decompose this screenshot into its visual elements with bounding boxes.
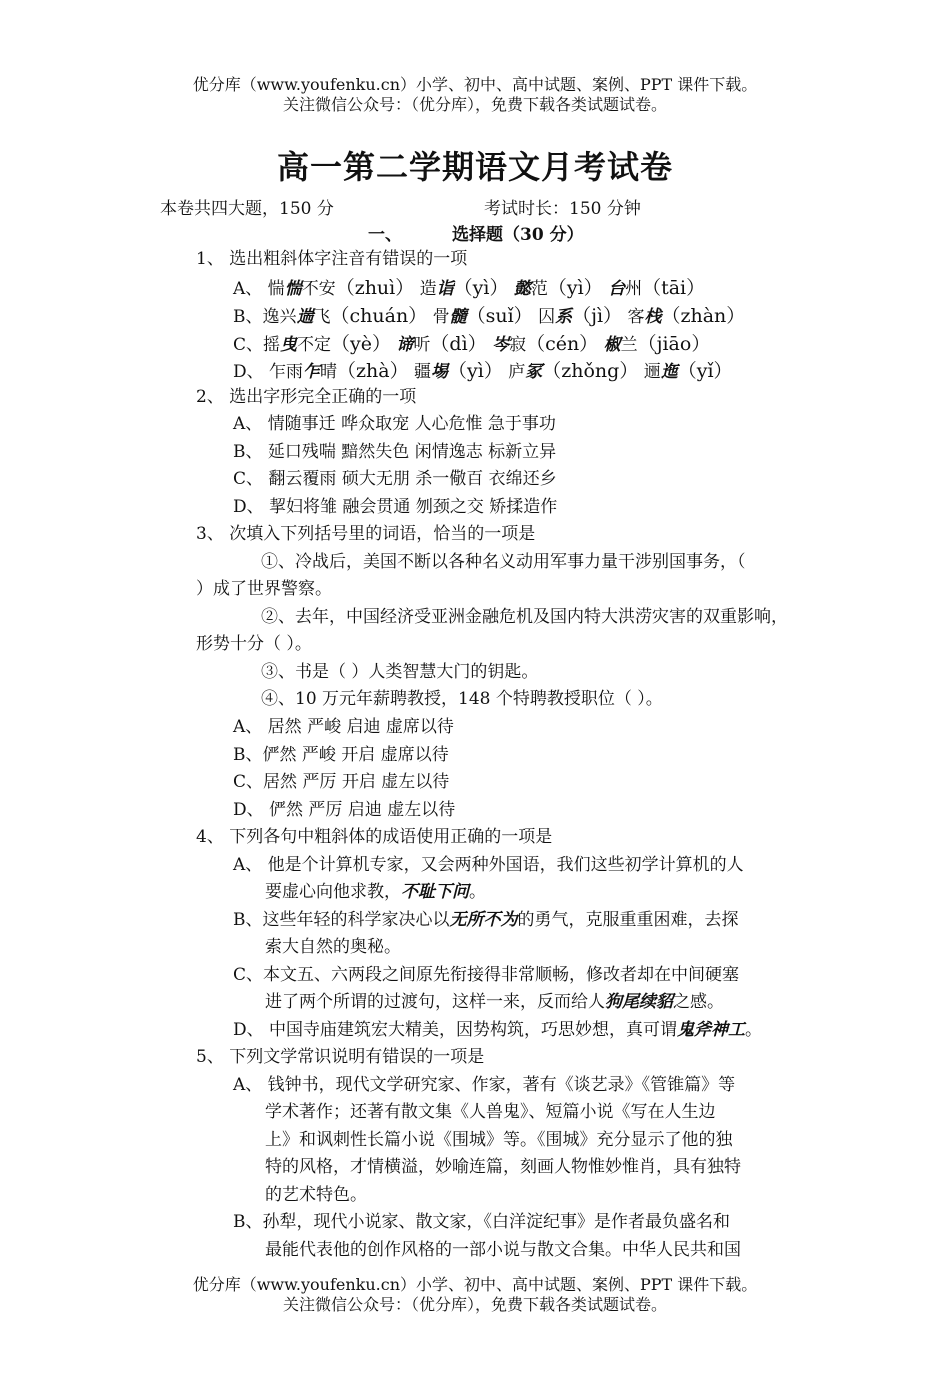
question-2-option-d: D、 挈妇将雏 融会贯通 刎颈之交 矫揉造作 bbox=[233, 497, 558, 517]
question-4-option-a-cont: 要虚心向他求教，不耻下问。 bbox=[265, 882, 486, 902]
exam-total-score: 本卷共四大题，150 分 bbox=[160, 199, 334, 219]
question-3-option-c: C、居然 严厉 开启 虚左以待 bbox=[233, 772, 450, 792]
question-5-stem: 5、 下列文学常识说明有错误的一项是 bbox=[196, 1047, 485, 1067]
section-heading bbox=[368, 220, 584, 245]
question-4-option-d: D、 中国寺庙建筑宏大精美，因势构筑，巧思妙想，真可谓鬼斧神工。 bbox=[233, 1020, 763, 1040]
question-1-option-c: C、摇曳不定（yè） 谛听（dì） 岑寂（cén） 椒兰（jiāo） bbox=[233, 333, 711, 355]
section-number: 一、 bbox=[368, 225, 402, 245]
question-2-option-b: B、 延口残喘 黯然失色 闲情逸志 标新立异 bbox=[233, 442, 557, 462]
question-1-option-a: A、 惴惴不安（zhuì） 造诣（yì） 懿范（yì） 台州（tāi） bbox=[233, 277, 706, 299]
footer-line-1: 优分库（www.youfenku.cn）小学、初中、高中试题、案例、PPT 课件下载。 bbox=[192, 1275, 758, 1294]
question-1-option-d: D、 乍雨乍晴（zhà） 疆埸（yì） 庐冢（zhǒng） 逦迤（yǐ） bbox=[233, 360, 733, 382]
question-4-stem: 4、 下列各句中粗斜体的成语使用正确的一项是 bbox=[196, 827, 553, 847]
question-2-stem: 2、 选出字形完全正确的一项 bbox=[196, 387, 417, 407]
footer-line-2: 关注微信公众号：（优分库），免费下载各类试题试卷。 bbox=[282, 1295, 667, 1314]
question-3-sentence-1-cont: ）成了世界警察。 bbox=[196, 579, 332, 599]
question-3-sentence-4: ④、10 万元年薪聘教授，148 个特聘教授职位（ ）。 bbox=[261, 689, 663, 709]
question-3-option-b: B、俨然 严峻 开启 虚席以待 bbox=[233, 745, 449, 765]
question-3-sentence-2: ②、去年，中国经济受亚洲金融危机及国内特大洪涝灾害的双重影响， bbox=[261, 607, 788, 627]
question-2-option-a: A、 情随事迁 哗众取宠 人心危惟 急于事功 bbox=[233, 414, 556, 434]
question-3-option-d: D、 俨然 严厉 启迪 虚左以待 bbox=[233, 800, 456, 820]
question-3-sentence-2-cont: 形势十分（ ）。 bbox=[196, 634, 312, 654]
question-1-option-b: B、逸兴遄飞（chuán） 骨髓（suǐ） 囚系（jì） 客栈（zhàn） bbox=[233, 305, 746, 327]
question-5-option-a-line-5: 的艺术特色。 bbox=[265, 1185, 367, 1205]
header-line-2: 关注微信公众号：（优分库），免费下载各类试题试卷。 bbox=[282, 95, 667, 114]
question-3-sentence-1: ①、冷战后，美国不断以各种名义动用军事力量干涉别国事务，（ bbox=[261, 552, 746, 572]
question-5-option-b-line-2: 最能代表他的创作风格的一部小说与散文合集。中华人民共和国 bbox=[265, 1240, 741, 1260]
question-3-option-a: A、 居然 严峻 启迪 虚席以待 bbox=[233, 717, 454, 737]
question-5-option-a-line-4: 特的风格，才情横溢，妙喻连篇，刻画人物惟妙惟肖，具有独特 bbox=[265, 1157, 741, 1177]
question-4-option-b-cont: 索大自然的奥秘。 bbox=[265, 937, 401, 957]
question-5-option-a-line-2: 学术著作；还著有散文集《人兽鬼》、短篇小说《写在人生边 bbox=[265, 1102, 716, 1122]
question-4-option-c: C、本文五、六两段之间原先衔接得非常顺畅，修改者却在中间硬塞 bbox=[233, 965, 740, 985]
question-1-stem: 1、 选出粗斜体字注音有错误的一项 bbox=[196, 249, 468, 269]
header-line-1: 优分库（www.youfenku.cn）小学、初中、高中试题、案例、PPT 课件下载。 bbox=[192, 75, 758, 94]
question-5-option-a: A、 钱钟书，现代文学研究家、作家，著有《谈艺录》《管锥篇》等 bbox=[233, 1075, 736, 1095]
page-title: 高一第二学期语文月考试卷 bbox=[276, 148, 673, 186]
exam-duration: 考试时长：150 分钟 bbox=[484, 199, 641, 219]
section-label: 选择题（30 分） bbox=[452, 225, 584, 245]
question-4-option-c-cont: 进了两个所谓的过渡句，这样一来，反而给人狗尾续貂之感。 bbox=[265, 992, 724, 1012]
question-5-option-b: B、孙犁，现代小说家、散文家，《白洋淀纪事》是作者最负盛名和 bbox=[233, 1212, 730, 1232]
question-3-sentence-3: ③、书是（ ）人类智慧大门的钥匙。 bbox=[261, 662, 539, 682]
question-5-option-a-line-3: 上》和讽刺性长篇小说《围城》等。《围城》充分显示了他的独 bbox=[265, 1130, 733, 1150]
question-4-option-a: A、 他是个计算机专家，又会两种外国语，我们这些初学计算机的人 bbox=[233, 855, 744, 875]
question-4-option-b: B、这些年轻的科学家决心以无所不为的勇气，克服重重困难，去探 bbox=[233, 910, 739, 930]
question-3-stem: 3、 次填入下列括号里的词语，恰当的一项是 bbox=[196, 524, 536, 544]
question-2-option-c: C、 翻云覆雨 硕大无朋 杀一儆百 衣绵还乡 bbox=[233, 469, 557, 489]
